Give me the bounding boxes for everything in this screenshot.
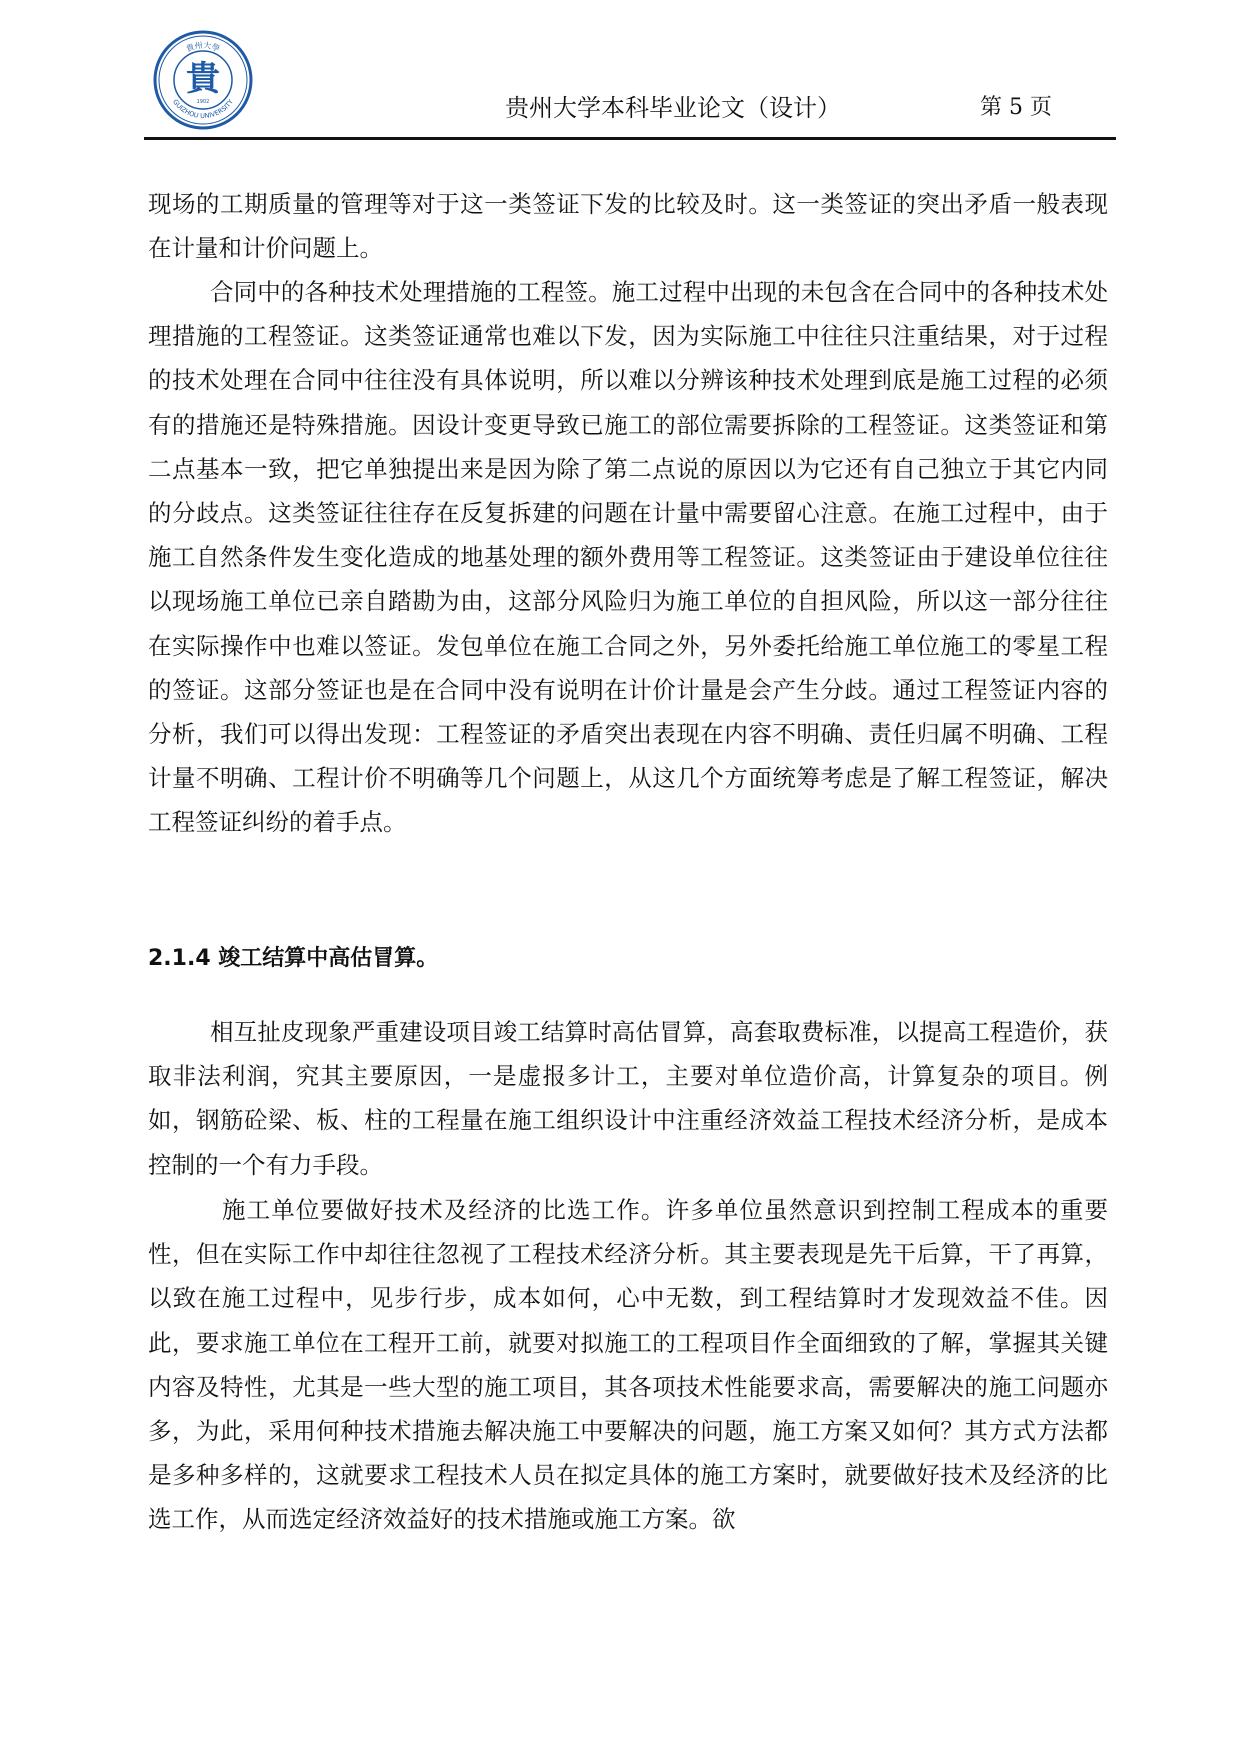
seal-center-glyph: 貴 xyxy=(186,59,220,99)
seal-legend-top: 貴州大學 xyxy=(184,40,222,54)
university-seal-icon xyxy=(153,30,253,130)
paragraph-work-orders: 合同中的各种技术处理措施的工程签。施工过程中出现的未包含在合同中的各种技术处理措施的工程签证。这类签证通常也难以下发，因为实际施工中往往只注重结果，对于过程的技术处理在合同中往往没有具体说明，所以难以分辨该种技术处理到底是施工过程的必须有的措施还是特殊措施。因设计变更导致已施工的部位需要拆除的工程签证。这类签证和第二点基本一致，把它单独提出来是因为除了第二点说的原因以为它还有自己独立于其它内同的分歧点。这类签证往往存在反复拆建的问题在计量中需要留心注意。在施工过程中，由于施工自然条件发生变化造成的地基处理的额外费用等工程签证。这类签证由于建设单位往往以现场施工单位已亲自踏勘为由，这部分风险归为施工单位的自担风险，所以这一部分往往在实际操作中也难以签证。发包单位在施工合同之外，另外委托给施工单位施工的零星工程的签证。这部分签证也是在合同中没有说明在计价计量是会产生分歧。通过工程签证内容的分析，我们可以得出发现：工程签证的矛盾突出表现在内容不明确、责任归属不明确、工程计量不明确、工程计价不明确等几个问题上，从这几个方面统筹考虑是了解工程签证，解决工程签证纠纷的着手点。 xyxy=(148,278,1108,837)
section-heading: 2.1.4 竣工结算中高估冒算。 xyxy=(148,946,439,971)
paragraph-overestimation: 相互扯皮现象严重建设项目竣工结算时高估冒算，高套取费标准，以提高工程造价，获取非法利润，究其主要原因，一是虚报多计工，主要对单位造价高，计算复杂的项目。例如，钢筋砼梁、板、柱的工程量在施工组织设计中注重经济效益工程技术经济分析，是成本控制的一个有力手段。 xyxy=(148,1018,1108,1179)
paragraph-continued: 现场的工期质量的管理等对于这一类签证下发的比较及时。这一类签证的突出矛盾一般表现在计量和计价问题上。 xyxy=(148,190,1108,263)
seal-year: 1902 xyxy=(196,99,210,105)
seal-legend-bottom: GUIZHOU UNIVERSITY xyxy=(171,97,235,121)
header-divider xyxy=(144,137,1116,140)
paragraph-tech-economic-comparison: 施工单位要做好技术及经济的比选工作。许多单位虽然意识到控制工程成本的重要性，但在实际工作中却往往忽视了工程技术经济分析。其主要表现是先干后算，干了再算，以致在施工过程中，见步行步，成本如何，心中无数，到工程结算时才发现效益不佳。因此，要求施工单位在工程开工前，就要对拟施工的工程项目作全面细致的了解，掌握其关键内容及特性，尤其是一些大型的施工项目，其各项技术性能要求高，需要解决的施工问题亦多，为此，采用何种技术措施去解决施工中要解决的问题，施工方案又如何？其方式方法都是多种多样的，这就要求工程技术人员在拟定具体的施工方案时，就要做好技术及经济的比选工作，从而选定经济效益好的技术措施或施工方案。欲 xyxy=(148,1196,1108,1534)
header-title: 贵州大学本科毕业论文（设计） xyxy=(505,94,841,122)
page-number: 第 5 页 xyxy=(980,95,1052,120)
